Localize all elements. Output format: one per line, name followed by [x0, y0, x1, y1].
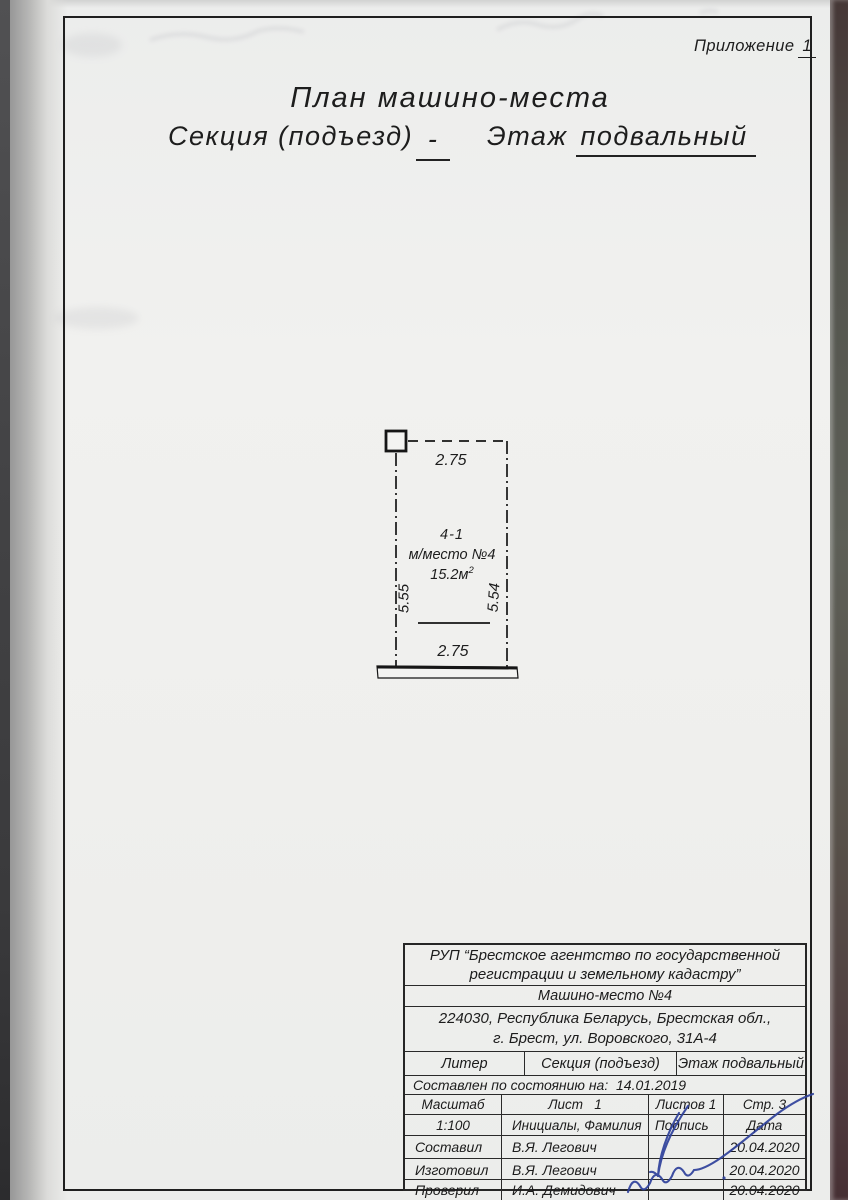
floor-label: Этаж	[487, 121, 568, 151]
appendix-line	[694, 37, 816, 58]
address-line1: 224030, Республика Беларусь, Брестская обл.,	[438, 1010, 772, 1027]
floor-value: подвальный	[576, 121, 756, 157]
section-value: -	[427, 124, 439, 154]
scan-left-edge	[0, 0, 10, 1200]
title-block	[403, 943, 807, 1198]
liter-row	[405, 1052, 805, 1076]
sheets-label: Листов 1	[649, 1095, 724, 1114]
scan-right-edge	[830, 0, 848, 1200]
object-name: Машино-место №4	[537, 988, 673, 1004]
column-header-row	[405, 1115, 805, 1136]
address-row	[405, 1007, 805, 1052]
area-value: 15.2м	[430, 567, 469, 583]
column-symbol	[386, 431, 406, 451]
plan-bottom-wall-edge	[377, 667, 517, 668]
signer-date: 20.04.2020	[729, 1139, 800, 1155]
section-cell: Секция (подъезд)	[525, 1052, 677, 1076]
signer-date: 20.04.2020	[729, 1161, 800, 1178]
unit-code: 4-1	[440, 527, 464, 543]
signer-row-checker	[405, 1180, 805, 1200]
signer-name: В.Я. Легович	[502, 1159, 649, 1180]
section-line	[168, 121, 450, 161]
name-header: Инициалы, Фамилия	[502, 1115, 649, 1135]
object-row	[405, 986, 805, 1007]
org-row	[405, 945, 805, 986]
dimension-bottom: 2.75	[437, 643, 469, 660]
section-label: Секция (подъезд)	[168, 121, 414, 151]
signer-signature-cell	[649, 1180, 724, 1200]
org-line1: РУП “Брестское агентство по государственной	[429, 947, 781, 964]
org-line2: регистрации и земельному кадастру”	[469, 966, 741, 983]
section-value-underline	[416, 124, 450, 161]
org-name	[405, 945, 805, 985]
signer-role: Составил	[405, 1136, 502, 1158]
dimension-right: 5.54	[484, 582, 504, 613]
signer-signature-cell	[649, 1136, 724, 1158]
dimension-top: 2.75	[435, 452, 467, 469]
floor-cell: Этаж подвальный	[678, 1056, 804, 1072]
signature-header: Подпись	[649, 1115, 724, 1135]
compiled-as-of: Составлен по состоянию на: 14.01.2019	[413, 1077, 687, 1093]
signer-row-maker	[405, 1159, 805, 1180]
scan-top-shadow	[0, 0, 848, 8]
dimension-left: 5.55	[395, 583, 413, 614]
signer-name: И.А. Демидович	[502, 1180, 649, 1200]
appendix-number: 1	[798, 37, 816, 58]
floor-line	[487, 121, 756, 157]
signer-role: Проверил	[405, 1180, 502, 1200]
area-exponent: 2	[468, 565, 474, 576]
signer-date: 20.04.2020	[729, 1182, 800, 1198]
page-number: Стр. 3	[742, 1097, 787, 1112]
signer-row-compiler	[405, 1136, 805, 1159]
appendix-label: Приложение	[694, 37, 795, 55]
address	[405, 1007, 805, 1051]
signer-name: В.Я. Легович	[502, 1136, 649, 1158]
signer-signature-cell	[649, 1159, 724, 1180]
page-title: План машино-места	[290, 82, 610, 114]
scale-value: 1:100	[405, 1115, 502, 1135]
sheet-label: Лист 1	[502, 1095, 649, 1114]
signer-role: Изготовил	[405, 1159, 502, 1180]
sheet-header-row	[405, 1095, 805, 1115]
unit-area	[408, 565, 496, 583]
scale-label: Масштаб	[405, 1095, 502, 1114]
as-of-row	[405, 1076, 805, 1095]
address-line2: г. Брест, ул. Воровского, 31А-4	[493, 1030, 717, 1047]
date-header: Дата	[746, 1117, 783, 1133]
unit-name: м/место №4	[408, 547, 496, 563]
book-binding-shadow	[10, 0, 68, 1200]
liter-label: Литер	[405, 1052, 525, 1076]
